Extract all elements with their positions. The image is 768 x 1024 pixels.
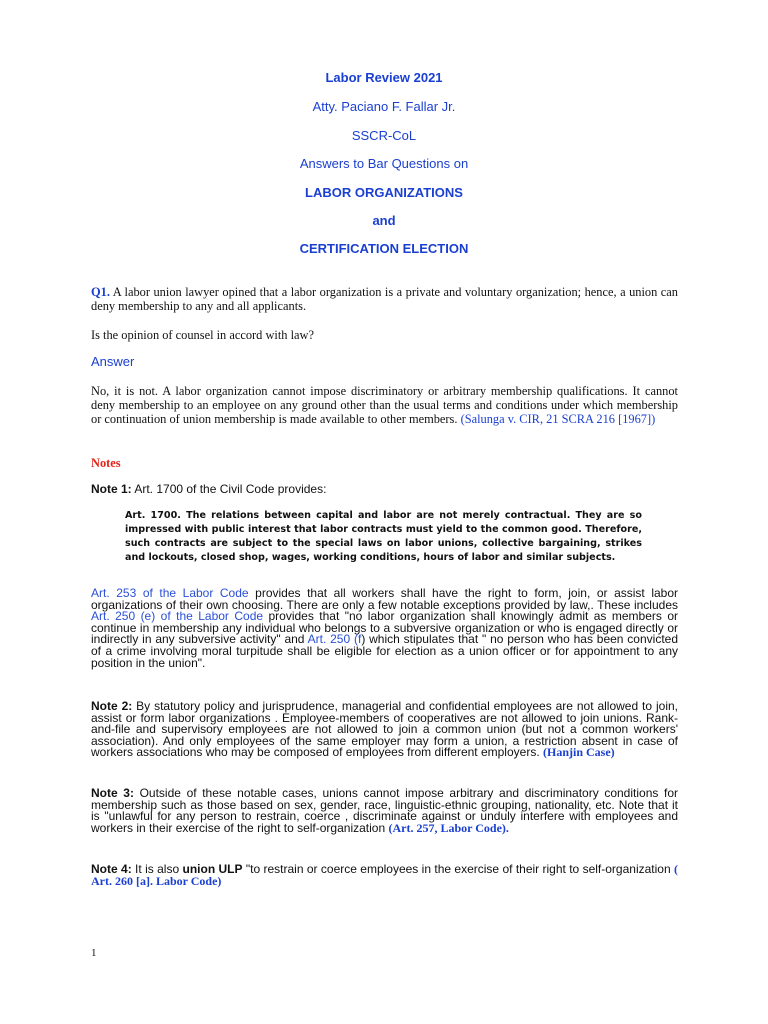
note-4-ulp: union ULP [182, 862, 243, 876]
note-4-text-2: "to restrain or coerce employees in the exercise of their right to self-organization [242, 862, 674, 876]
note-3-label: Note 3: [91, 786, 134, 800]
question-prompt: Is the opinion of counsel in accord with law? [91, 328, 314, 342]
question-label: Q1. [91, 285, 110, 299]
topic-heading-1: LABOR ORGANIZATIONS [305, 185, 463, 200]
note-1 [91, 482, 678, 496]
page-number: 1 [91, 947, 97, 959]
note-2-text: By statutory policy and jurisprudence, managerial and confidential employees are not allowed to join, assist or form labor organizations . Employee-members of cooperatives are not allowed to join unions. Rank-and-file and supervisory employees are not allowed to join a common union (but not a common workers' association). And only employees of the same employer may form a union, a restriction absent in case of workers associations who may be composed of employees from different employers. [91, 699, 678, 760]
art-253-text: provides that all workers shall have the right to form, join, or assist labor organizations of their own choosing. There are only a few notable exceptions provided by law,. These includes [91, 586, 678, 612]
question-text: A labor union lawyer opined that a labor organization is a private and voluntary organization; hence, a union can deny membership to any and all applicants. [91, 285, 678, 314]
note-2 [91, 701, 678, 759]
question-1 [91, 285, 678, 313]
author-name: Atty. Paciano F. Fallar Jr. [312, 99, 456, 114]
note-4-text-1: It is also [131, 862, 183, 876]
note-4-label: Note 4: [91, 862, 132, 876]
art-250f-reference: Art. 250 (f [307, 632, 362, 647]
topic-conjunction: and [372, 213, 396, 228]
note-2-label: Note 2: [91, 699, 133, 713]
civil-code-quote: Art. 1700. The relations between capital and labor are not merely contractual. They are so impressed with public interest that labor contracts must yield to the common good. Therefore, such contracts are subject to the special laws on labor unions, collective bargaining, strikes and lockouts, closed shop, wages, working conditions, hours of labor and similar subjects. [125, 510, 642, 563]
course-title: Labor Review 2021 [325, 70, 443, 85]
note-3-text: Outside of these notable cases, unions cannot impose arbitrary and discriminatory conditions for membership such as those based on sex, gender, race, linguistic-ethnic grouping, nationality, etc. Note that it is "unlawful for any person to restrain, coerce , discriminate against or unduly interfere with employees and workers in their exercise of the right to self-organization [91, 786, 678, 835]
note-3 [91, 788, 678, 834]
answer-paragraph [91, 384, 678, 427]
art-250e-text: provides that "no labor organization shall knowingly admit as members or continue in membership any individual who belongs to a subversive organization or who is engaged directly or indirectly in any subversive activity" and [91, 609, 678, 647]
notes-heading: Notes [91, 456, 121, 470]
art-250e-reference: Art. 250 (e) of the Labor Code [91, 609, 264, 624]
note-1-text: Art. 1700 of the Civil Code provides: [131, 482, 327, 496]
document-subtitle: Answers to Bar Questions on [299, 156, 469, 171]
note-4-citation: ( Art. 260 [a]. Labor Code) [91, 862, 678, 888]
topic-heading-2: CERTIFICATION ELECTION [299, 241, 469, 256]
art-253-paragraph [91, 588, 678, 669]
art-250f-text: ) which stipulates that " no person who has been convicted of a crime involving moral turpitude shall be eligible for election as a union officer or for appointment to any position in the union". [91, 632, 678, 670]
note-2-citation: (Hanjin Case) [542, 745, 615, 760]
note-4 [91, 864, 678, 887]
note-1-label: Note 1: [91, 482, 132, 496]
art-253-reference: Art. 253 of the Labor Code [91, 586, 249, 600]
answer-label: Answer [91, 354, 135, 369]
answer-citation: (Salunga v. CIR, 21 SCRA 216 [1967]) [460, 412, 656, 427]
note-3-citation: (Art. 257, Labor Code). [388, 820, 509, 835]
answer-text: No, it is not. A labor organization cannot impose discriminatory or arbitrary membership qualifications. It cannot deny membership to an employee on any ground other than the usual terms and conditions under which membership or continuation of union membership is made available to other members. [91, 384, 678, 427]
school-name: SSCR-CoL [351, 128, 417, 143]
